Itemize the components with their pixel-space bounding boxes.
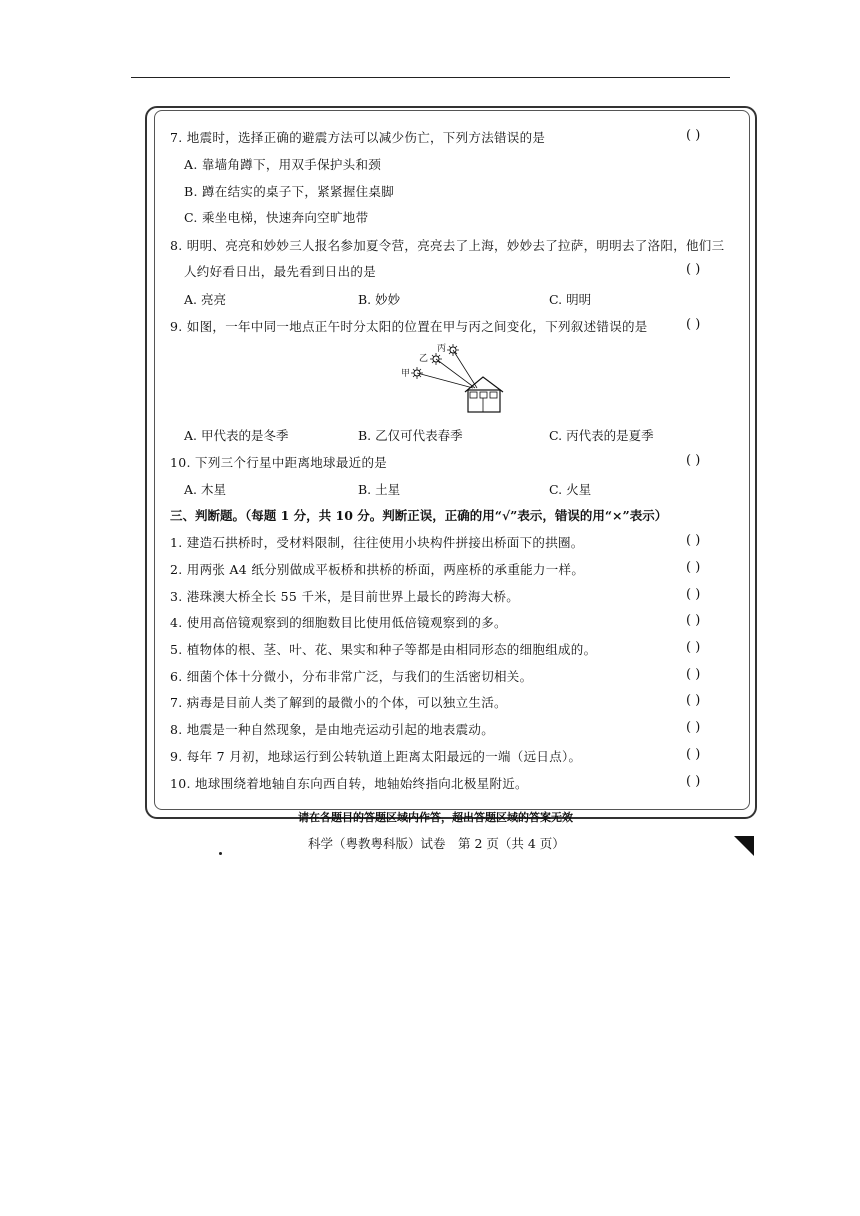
answer-area-notice: 请在各题目的答题区域内作答，超出答题区域的答案无效 [298, 811, 573, 824]
q7-answer-bracket[interactable]: ( ) [686, 128, 701, 143]
q8-option-c[interactable]: C. 明明 [549, 292, 592, 307]
judge-item-8: 8. 地震是一种自然现象，是由地壳运动引起的地表震动。 [170, 722, 495, 737]
section-3-title: 三、判断题。（每题 1 分，共 10 分。判断正误，正确的用“√”表示，错误的用“×”表示） [170, 508, 668, 523]
label-bing: 丙 [437, 344, 447, 354]
judge-item-1: 1. 建造石拱桥时，受材料限制，往往使用小块构件拼接出桥面下的拱圈。 [170, 535, 584, 550]
judge-5-bracket[interactable]: ( ) [686, 640, 701, 655]
judge-item-4: 4. 使用高倍镜观察到的细胞数目比使用低倍镜观察到的多。 [170, 615, 507, 630]
q7-option-b[interactable]: B. 蹲在结实的桌子下，紧紧握住桌脚 [184, 184, 395, 199]
q7-stem: 7. 地震时，选择正确的避震方法可以减少伤亡，下列方法错误的是 [170, 130, 546, 145]
q10-stem: 10. 下列三个行星中距离地球最近的是 [170, 455, 388, 470]
q8-option-a[interactable]: A. 亮亮 [184, 292, 226, 307]
judge-item-10: 10. 地球围绕着地轴自东向西自转，地轴始终指向北极星附近。 [170, 776, 528, 791]
q7-option-c[interactable]: C. 乘坐电梯，快速奔向空旷地带 [184, 210, 369, 225]
judge-item-5: 5. 植物体的根、茎、叶、花、果实和种子等都是由相同形态的细胞组成的。 [170, 642, 597, 657]
q9-option-b[interactable]: B. 乙仅可代表春季 [358, 428, 463, 443]
sun-position-figure [395, 340, 510, 415]
judge-7-bracket[interactable]: ( ) [686, 693, 701, 708]
page-footer: 科学（粤教粤科版）试卷 第 2 页（共 4 页） [308, 836, 565, 851]
house-icon [465, 377, 503, 412]
corner-triangle-mark [734, 836, 754, 856]
top-rule [131, 77, 730, 78]
sun-ray-bing [453, 350, 477, 388]
q10-option-c[interactable]: C. 火星 [549, 482, 592, 497]
q10-option-b[interactable]: B. 土星 [358, 482, 401, 497]
q9-option-c[interactable]: C. 丙代表的是夏季 [549, 428, 654, 443]
q9-option-a[interactable]: A. 甲代表的是冬季 [184, 428, 289, 443]
judge-item-2: 2. 用两张 A4 纸分别做成平板桥和拱桥的桥面，两座桥的承重能力一样。 [170, 562, 585, 577]
label-jia: 甲 [401, 369, 411, 379]
q9-answer-bracket[interactable]: ( ) [686, 317, 701, 332]
judge-1-bracket[interactable]: ( ) [686, 533, 701, 548]
q8-option-b[interactable]: B. 妙妙 [358, 292, 401, 307]
judge-6-bracket[interactable]: ( ) [686, 667, 701, 682]
judge-item-3: 3. 港珠澳大桥全长 55 千米，是目前世界上最长的跨海大桥。 [170, 589, 520, 604]
judge-item-7: 7. 病毒是目前人类了解到的最微小的个体，可以独立生活。 [170, 695, 507, 710]
q10-answer-bracket[interactable]: ( ) [686, 453, 701, 468]
label-yi: 乙 [419, 354, 429, 364]
judge-item-6: 6. 细菌个体十分微小，分布非常广泛，与我们的生活密切相关。 [170, 669, 533, 684]
q8-answer-bracket[interactable]: ( ) [686, 262, 701, 277]
judge-9-bracket[interactable]: ( ) [686, 747, 701, 762]
q8-stem-line2: 人约好看日出，最先看到日出的是 [184, 264, 377, 279]
scan-dot [219, 852, 222, 855]
judge-2-bracket[interactable]: ( ) [686, 560, 701, 575]
judge-4-bracket[interactable]: ( ) [686, 613, 701, 628]
q7-option-a[interactable]: A. 靠墙角蹲下，用双手保护头和颈 [184, 157, 382, 172]
judge-item-9: 9. 每年 7 月初，地球运行到公转轨道上距离太阳最远的一端（远日点）。 [170, 749, 582, 764]
judge-8-bracket[interactable]: ( ) [686, 720, 701, 735]
q8-stem-line1: 8. 明明、亮亮和妙妙三人报名参加夏令营，亮亮去了上海，妙妙去了拉萨，明明去了洛阳，他们三 [170, 238, 725, 253]
judge-10-bracket[interactable]: ( ) [686, 774, 701, 789]
q9-stem: 9. 如图，一年中同一地点正午时分太阳的位置在甲与丙之间变化，下列叙述错误的是 [170, 319, 648, 334]
q10-option-a[interactable]: A. 木星 [184, 482, 226, 497]
judge-3-bracket[interactable]: ( ) [686, 587, 701, 602]
